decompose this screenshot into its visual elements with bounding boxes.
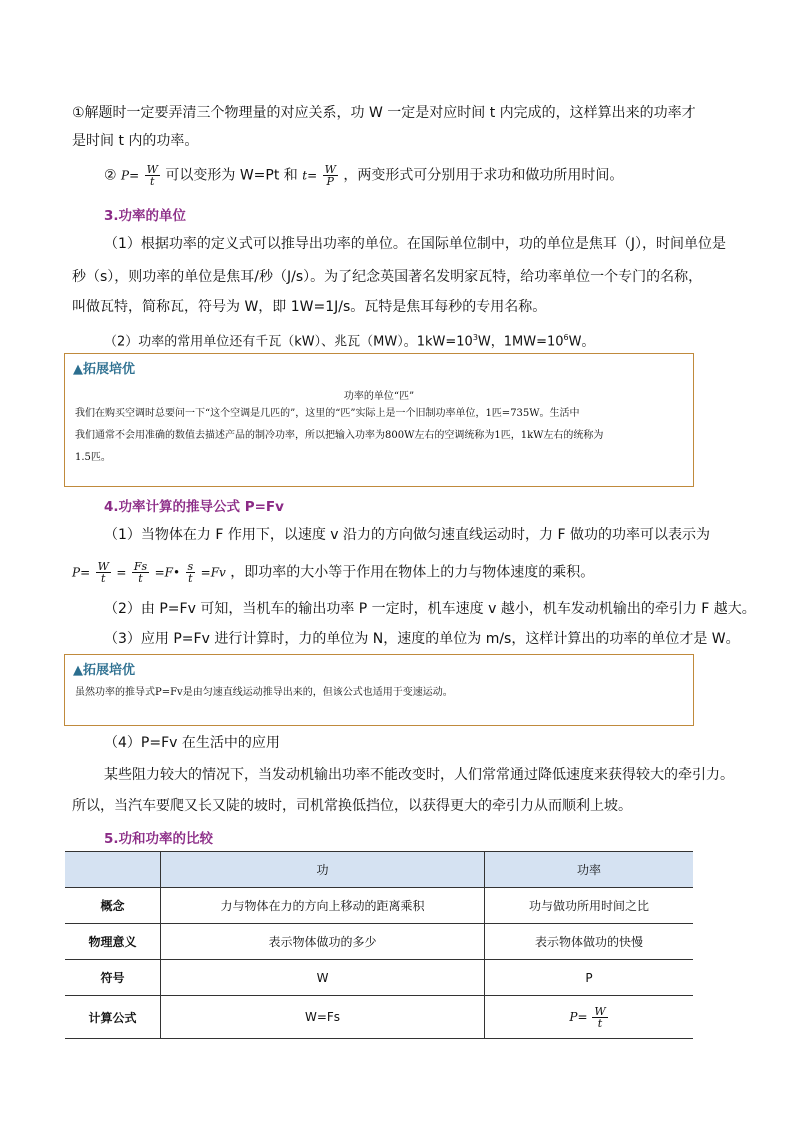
box-1-title: ▲拓展培优 — [73, 362, 135, 377]
table-cell: 计算公式 — [65, 996, 161, 1039]
fraction-s-over-t: $\frac{s}{t}$ — [187, 560, 194, 585]
table-cell: W=Fs — [161, 996, 485, 1039]
table-cell-formula: P= $\frac{W}{t}$ — [485, 996, 694, 1039]
table-cell: 功与做功所用时间之比 — [485, 888, 694, 924]
fraction-w-over-t: $\frac{W}{t}$ — [146, 163, 158, 188]
sec4-formula-suffix: ，即功率的大小等于作用在物体上的力与物体速度的乘积。 — [230, 564, 595, 581]
table-row — [65, 924, 693, 960]
table-cell: 符号 — [65, 960, 161, 996]
fraction-w-over-p: $\frac{W}{P}$ — [324, 163, 336, 188]
sec3-p1-line-3: 叫做瓦特，简称瓦，符号为 W，即 1W=1J/s。瓦特是焦耳每秒的专用名称。 — [72, 299, 547, 315]
comparison-table — [65, 851, 693, 1039]
intro-formula-text: 可以变形为 W=Pt 和 — [165, 167, 298, 184]
table-row — [65, 960, 693, 996]
section-4-heading: 4.功率计算的推导公式 P=Fv — [104, 499, 284, 515]
table-row — [65, 996, 693, 1039]
intro-line-2: 是时间 t 内的功率。 — [72, 133, 199, 149]
box-1-line-3: 1.5匹。 — [75, 452, 111, 463]
sec4-p3: （3）应用 P=Fv 进行计算时，力的单位为 N，速度的单位为 m/s，这样计算出的功率的单位才是 W。 — [104, 631, 740, 647]
sec3-p1-line-2: 秒（s），则功率的单位是焦耳/秒（J/s）。为了纪念英国著名发明家瓦特，给功率单位一个专门的名称， — [72, 269, 703, 285]
table-header-cell: 功 — [161, 852, 485, 888]
formula-t-equals: t= — [302, 168, 318, 183]
sec3-p1-line-1: （1）根据功率的定义式可以推导出功率的单位。在国际单位制中，功的单位是焦耳（J），时间单位是 — [104, 236, 727, 252]
table-cell: 表示物体做功的多少 — [161, 924, 485, 960]
section-3-heading: 3.功率的单位 — [104, 208, 187, 224]
box-1-line-1: 我们在购买空调时总要问一下“这个空调是几匹的”，这里的“匹”实际上是一个旧制功率单位，1匹=735W。生活中 — [75, 408, 580, 419]
intro-line-1: ①解题时一定要弄清三个物理量的对应关系，功 W 一定是对应时间 t 内完成的，这样算出来的功率才 — [72, 105, 696, 121]
table-header-cell — [65, 852, 161, 888]
sec4-p1-line-1: （1）当物体在力 F 作用下，以速度 v 沿力的方向做匀速直线运动时，力 F 做功的功率可以表示为 — [104, 527, 710, 543]
table-cell: 概念 — [65, 888, 161, 924]
intro-formula-suffix: ，两变形式可分别用于求功和做功所用时间。 — [343, 167, 624, 184]
intro-formula-line — [104, 164, 623, 187]
extension-box-2 — [64, 654, 694, 726]
sec4-formula-line: P= $\frac{W}{t}$ = $\frac{Fs}{t}$ =F• $\frac{s}{t}$ =Fv ，即功率的大小等于作用在物体上的力与物体速度的乘积。 — [72, 560, 595, 585]
sec4-p5-line-1: 某些阻力较大的情况下，当发动机输出功率不能改变时，人们常常通过降低速度来获得较大的牵引力。 — [104, 767, 734, 783]
box-2-line-1: 虽然功率的推导式P=Fv是由匀速直线运动推导出来的，但该公式也适用于变速运动。 — [75, 687, 453, 698]
circled-number: ② — [104, 167, 117, 184]
fraction-w-over-t-table: $\frac{W}{t}$ — [594, 1004, 606, 1030]
table-cell: 表示物体做功的快慢 — [485, 924, 694, 960]
fraction-fs-over-t: $\frac{Fs}{t}$ — [133, 560, 148, 585]
extension-box-1 — [64, 353, 694, 487]
box-1-subtitle: 功率的单位“匹” — [343, 391, 415, 402]
table-header-row — [65, 852, 693, 888]
table-cell: W — [161, 960, 485, 996]
table-row — [65, 888, 693, 924]
table-cell: P — [485, 960, 694, 996]
sec4-p2: （2）由 P=Fv 可知，当机车的输出功率 P 一定时，机车速度 v 越小，机车发动机输出的牵引力 F 越大。 — [104, 601, 756, 617]
sec3-p2: （2）功率的常用单位还有千瓦（kW）、兆瓦（MW）。$1kW=10^3W$，$1MW=10^6W$。 — [104, 333, 595, 350]
table-cell: 力与物体在力的方向上移动的距离乘积 — [161, 888, 485, 924]
formula-p-equals: P= — [121, 168, 140, 183]
box-1-line-2: 我们通常不会用准确的数值去描述产品的制冷功率，所以把输入功率为800W左右的空调统称为1匹，1kW左右的统称为 — [75, 430, 604, 441]
table-cell: 物理意义 — [65, 924, 161, 960]
fraction-w-over-t-2: $\frac{W}{t}$ — [97, 560, 109, 585]
sec4-p4: （4）P=Fv 在生活中的应用 — [104, 735, 280, 751]
section-5-heading: 5.功和功率的比较 — [104, 831, 214, 847]
box-2-title: ▲拓展培优 — [73, 663, 135, 678]
sec4-p5-line-2: 所以，当汽车要爬又长又陡的坡时，司机常换低挡位，以获得更大的牵引力从而顺利上坡。 — [72, 798, 632, 814]
table-header-cell: 功率 — [485, 852, 694, 888]
